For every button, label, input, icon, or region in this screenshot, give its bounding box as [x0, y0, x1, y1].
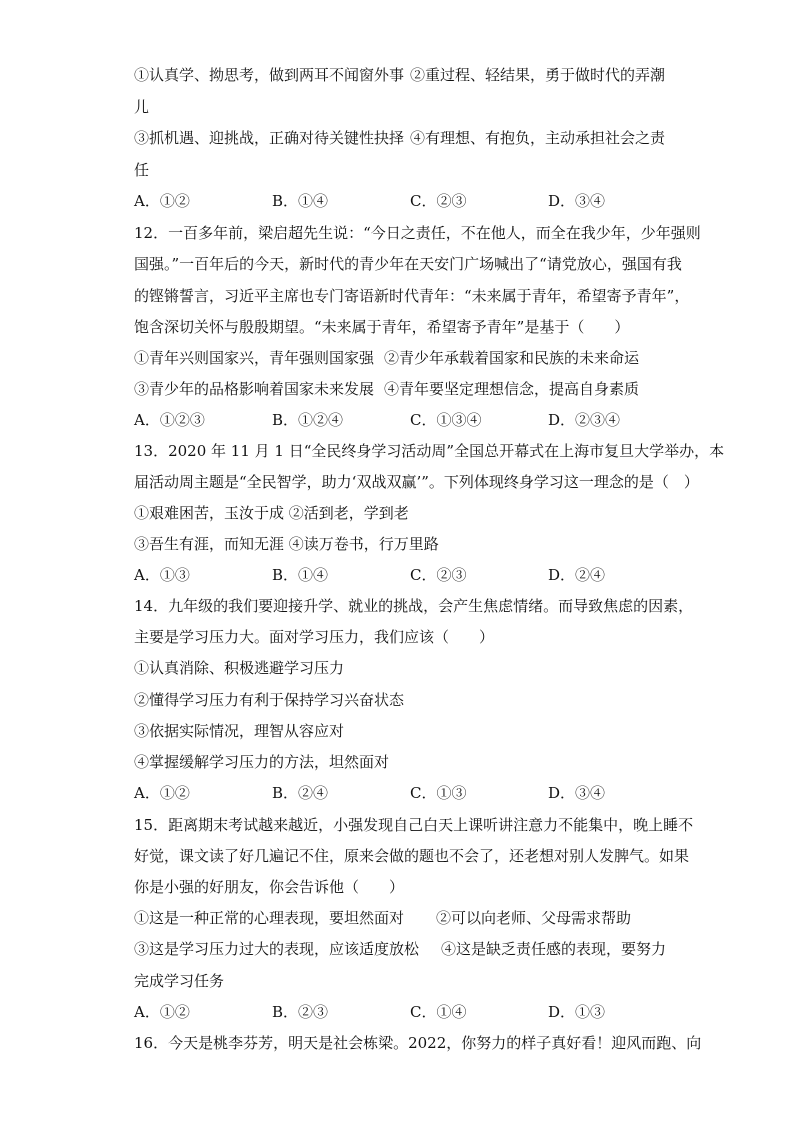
q15-stem-line-2: 好觉，课文读了好几遍记不住，原来会做的题也不会了，还老想对别人发脾气。如果 [134, 847, 690, 865]
q15-option-c[interactable]: C．①④ [410, 1003, 467, 1021]
q14-statement-2: ②懂得学习压力有利于保持学习兴奋状态 [134, 691, 405, 709]
q15-options [134, 997, 662, 1028]
q14-options [134, 778, 662, 809]
q15-statement-4-continued: 完成学习任务 [134, 972, 225, 990]
q12-statement-3: ③青少年的品格影响着国家未来发展 [134, 380, 375, 398]
q12-stem-line-2: 国强。”一百年后的今天，新时代的青少年在天安门广场喊出了“请党放心，强国有我 [134, 255, 682, 273]
q15-statement-1: ①这是一种正常的心理表现，要坦然面对 [134, 909, 405, 927]
q11-statement-4-continued: 任 [134, 161, 150, 179]
q13-options [134, 560, 662, 591]
q13-option-b[interactable]: B．①④ [272, 566, 329, 584]
q11-option-d[interactable]: D．③④ [548, 192, 606, 210]
q12-statements-row-2 [134, 374, 662, 405]
q14-option-a[interactable]: A．①② [134, 784, 190, 802]
q11-statement-1: ①认真学、拗思考，做到两耳不闻窗外事 [134, 66, 405, 84]
q13-statements-row-2: ③吾生有涯，而知无涯 ④读万卷书，行万里路 [134, 535, 439, 553]
q14-stem-line-2: 主要是学习压力大。面对学习压力，我们应该（ ） [134, 628, 495, 646]
q12-statements-row-1 [134, 343, 662, 374]
q13-option-d[interactable]: D．②④ [548, 566, 606, 584]
q11-statement-2: ②重过程、轻结果，勇于做时代的弄潮 [410, 66, 666, 84]
q11-options [134, 186, 662, 217]
q12-stem-line-4: 饱含深切关怀与殷殷期望。“未来属于青年，希望寄予青年”是基于（ ） [134, 318, 630, 336]
q13-option-c[interactable]: C．②③ [410, 566, 467, 584]
q15-statements-row-1 [134, 903, 662, 934]
q15-statement-3: ③这是学习压力过大的表现，应该适度放松 [134, 940, 420, 958]
q11-option-b[interactable]: B．①④ [272, 192, 329, 210]
q16-stem-line-1: 16．今天是桃李芬芳，明天是社会栋梁。2022，你努力的样子真好看！迎风而跑、向 [134, 1034, 702, 1052]
q12-stem-line-3: 的铿锵誓言，习近平主席也专门寄语新时代青年：“未来属于青年，希望寄予青年”， [134, 287, 690, 305]
q15-statement-4: ④这是缺乏责任感的表现，要努力 [441, 940, 667, 958]
q14-option-d[interactable]: D．③④ [548, 784, 606, 802]
q12-option-d[interactable]: D．②③④ [548, 411, 621, 429]
q11-statement-2-continued: 儿 [134, 98, 150, 116]
q11-statements-row-1 [134, 60, 666, 91]
q14-stem-line-1: 14．九年级的我们要迎接升学、就业的挑战，会产生焦虑情绪。而导致焦虑的因素， [134, 597, 694, 615]
q15-stem-line-1: 15．距离期末考试越来越近，小强发现自己白天上课听讲注意力不能集中，晚上睡不 [134, 816, 694, 834]
q12-options [134, 405, 662, 436]
q14-option-b[interactable]: B．②④ [272, 784, 329, 802]
q15-stem-line-3: 你是小强的好朋友，你会告诉他（ ） [134, 878, 405, 896]
q14-option-c[interactable]: C．①③ [410, 784, 467, 802]
q13-option-a[interactable]: A．①③ [134, 566, 190, 584]
q12-stem-line-1: 12．一百多年前，梁启超先生说：“今日之责任，不在他人，而全在我少年，少年强则 [134, 224, 701, 242]
q15-statements-row-2 [134, 934, 667, 965]
q12-option-b[interactable]: B．①②④ [272, 411, 344, 429]
q14-statement-1: ①认真消除、积极逃避学习压力 [134, 659, 345, 677]
q11-statement-3: ③抓机遇、迎挑战，正确对待关键性抉择 [134, 129, 405, 147]
q12-statement-4: ④青年要坚定理想信念，提高自身素质 [384, 380, 640, 398]
q14-statement-3: ③依据实际情况，理智从容应对 [134, 722, 345, 740]
q12-statement-2: ②青少年承载着国家和民族的未来命运 [384, 349, 640, 367]
q13-statements-row-1: ①艰难困苦，玉汝于成 ②活到老，学到老 [134, 504, 409, 522]
q15-option-d[interactable]: D．①③ [548, 1003, 606, 1021]
q12-statement-1: ①青年兴则国家兴，青年强则国家强 [134, 349, 375, 367]
q14-statement-4: ④掌握缓解学习压力的方法，坦然面对 [134, 753, 390, 771]
q12-option-c[interactable]: C．①③④ [410, 411, 482, 429]
q12-option-a[interactable]: A．①②③ [134, 411, 205, 429]
q15-option-a[interactable]: A．①② [134, 1003, 190, 1021]
q11-option-c[interactable]: C．②③ [410, 192, 467, 210]
q15-statement-2: ②可以向老师、父母需求帮助 [436, 909, 632, 927]
q13-stem-line-1: 13．2020 年 11 月 1 日“全民终身学习活动周”全国总开幕式在上海市复旦大学举办，本 [134, 442, 725, 460]
q11-option-a[interactable]: A．①② [134, 192, 190, 210]
q15-option-b[interactable]: B．②③ [272, 1003, 329, 1021]
q11-statements-row-2 [134, 123, 666, 154]
q11-statement-4: ④有理想、有抱负，主动承担社会之责 [410, 129, 666, 147]
q13-stem-line-2: 届活动周主题是“全民智学，助力‘双战双赢’”。下列体现终身学习这一理念的是（ ） [134, 473, 699, 491]
